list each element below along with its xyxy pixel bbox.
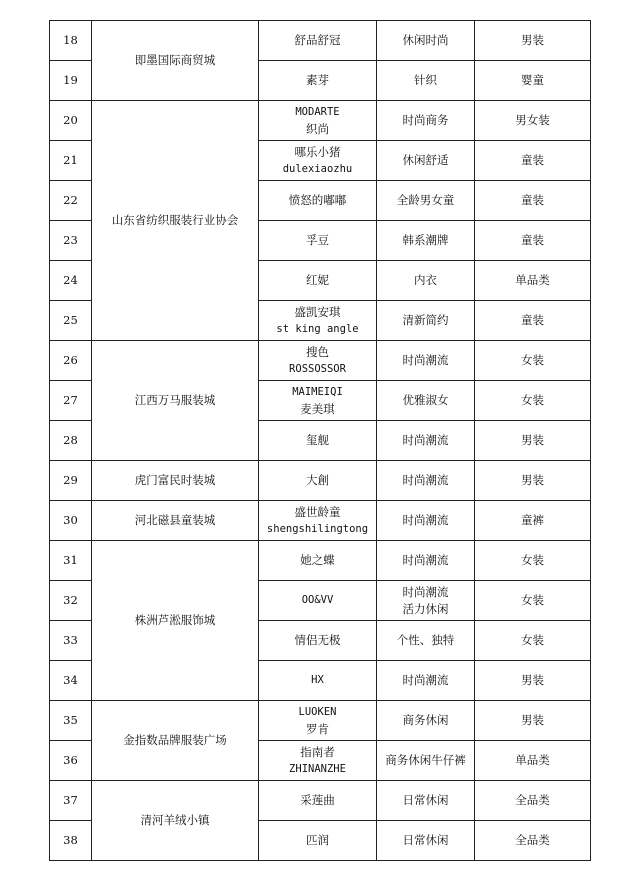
- category-cell: 男装: [475, 701, 591, 741]
- category-cell: 男装: [475, 461, 591, 501]
- brand-name-line: LUOKEN: [298, 705, 337, 718]
- brand-name-line: 她之蝶: [300, 553, 335, 567]
- brand-cell: [259, 821, 377, 861]
- brand-cell: [259, 421, 377, 461]
- style-line: 全龄男女童: [396, 193, 455, 207]
- style-cell: [377, 221, 475, 261]
- table-row: [50, 341, 591, 381]
- style-cell: [377, 741, 475, 781]
- row-number: 26: [50, 341, 92, 381]
- brand-name-line: ZHINANZHE: [289, 762, 346, 775]
- category-cell: 童装: [475, 141, 591, 181]
- table-row: [50, 461, 591, 501]
- style-line: 时尚潮流: [402, 673, 449, 687]
- brand-name-line: 麦美琪: [300, 401, 335, 416]
- category-cell: 童裤: [475, 501, 591, 541]
- row-number: 28: [50, 421, 92, 461]
- brand-name-line: 大創: [306, 473, 329, 487]
- style-cell: [377, 781, 475, 821]
- market-name: 即墨国际商贸城: [92, 21, 259, 101]
- brand-name-line: ROSSOSSOR: [289, 362, 346, 375]
- row-number: 31: [50, 541, 92, 581]
- style-cell: [377, 261, 475, 301]
- brand-cell: [259, 301, 377, 341]
- brand-cell: [259, 61, 377, 101]
- brand-name-line: 哪乐小猪: [294, 144, 341, 159]
- brand-name-line: 愤怒的嘟嘟: [288, 193, 347, 207]
- category-cell: 全品类: [475, 781, 591, 821]
- style-cell: [377, 101, 475, 141]
- category-cell: 全品类: [475, 821, 591, 861]
- style-line: 韩系潮牌: [402, 233, 449, 247]
- style-line: 优雅淑女: [402, 393, 449, 407]
- brand-name-line: 织尚: [306, 121, 329, 136]
- brand-cell: [259, 541, 377, 581]
- category-cell: 男装: [475, 421, 591, 461]
- style-cell: [377, 181, 475, 221]
- category-cell: 童装: [475, 181, 591, 221]
- brand-cell: [259, 461, 377, 501]
- brand-name-line: 采莲曲: [300, 793, 335, 807]
- style-line: 时尚商务: [402, 113, 449, 127]
- style-line: 日常休闲: [402, 833, 449, 847]
- brand-cell: [259, 581, 377, 621]
- brand-name-line: 情侣无极: [294, 633, 341, 647]
- market-name: 河北磁县童装城: [92, 501, 259, 541]
- row-number: 35: [50, 701, 92, 741]
- style-line: 清新简约: [402, 313, 449, 327]
- style-line: 针织: [414, 73, 437, 87]
- row-number: 22: [50, 181, 92, 221]
- style-cell: [377, 541, 475, 581]
- brand-cell: [259, 741, 377, 781]
- style-line: 休闲舒适: [402, 153, 449, 167]
- market-name: 虎门富民时装城: [92, 461, 259, 501]
- style-cell: [377, 661, 475, 701]
- row-number: 33: [50, 621, 92, 661]
- brand-name-line: HX: [311, 674, 324, 686]
- row-number: 20: [50, 101, 92, 141]
- category-cell: 童装: [475, 221, 591, 261]
- style-line: 时尚潮流: [402, 353, 449, 367]
- brand-name-line: MODARTE: [295, 105, 340, 118]
- brand-cell: [259, 21, 377, 61]
- brand-name-line: 罗肯: [306, 721, 329, 736]
- style-cell: [377, 501, 475, 541]
- market-name: 山东省纺织服装行业协会: [92, 101, 259, 341]
- row-number: 19: [50, 61, 92, 101]
- style-cell: [377, 341, 475, 381]
- table-row: [50, 21, 591, 61]
- row-number: 34: [50, 661, 92, 701]
- brand-name-line: st king angle: [276, 322, 359, 335]
- market-name: 清河羊绒小镇: [92, 781, 259, 861]
- brand-cell: [259, 661, 377, 701]
- style-cell: [377, 581, 475, 621]
- style-cell: [377, 461, 475, 501]
- brand-name-line: 匹润: [306, 833, 329, 847]
- brand-name-line: 舒品舒冠: [294, 33, 341, 47]
- brand-name-line: 红妮: [306, 273, 329, 287]
- market-name: 金指数品牌服装广场: [92, 701, 259, 781]
- category-cell: 男装: [475, 661, 591, 701]
- brand-cell: [259, 221, 377, 261]
- brand-name-line: 盛凯安琪: [294, 304, 341, 319]
- category-cell: 女装: [475, 341, 591, 381]
- table-row: [50, 101, 591, 141]
- brand-name-line: 搜色: [306, 344, 329, 359]
- brand-name-line: 孚豆: [306, 233, 329, 247]
- brand-table: [49, 20, 591, 861]
- brand-name-line: 玺舰: [306, 433, 329, 447]
- style-line: 休闲时尚: [402, 33, 449, 47]
- brand-cell: [259, 781, 377, 821]
- row-number: 23: [50, 221, 92, 261]
- row-number: 38: [50, 821, 92, 861]
- brand-cell: [259, 261, 377, 301]
- style-cell: [377, 421, 475, 461]
- row-number: 24: [50, 261, 92, 301]
- market-name: 江西万马服装城: [92, 341, 259, 461]
- category-cell: 女装: [475, 381, 591, 421]
- category-cell: 女装: [475, 621, 591, 661]
- row-number: 21: [50, 141, 92, 181]
- category-cell: 男女装: [475, 101, 591, 141]
- brand-cell: [259, 341, 377, 381]
- row-number: 30: [50, 501, 92, 541]
- style-line: 日常休闲: [402, 793, 449, 807]
- table-row: [50, 541, 591, 581]
- category-cell: 童装: [475, 301, 591, 341]
- style-line: 时尚潮流: [402, 584, 449, 599]
- brand-cell: [259, 141, 377, 181]
- row-number: 27: [50, 381, 92, 421]
- row-number: 32: [50, 581, 92, 621]
- brand-name-line: 指南者: [300, 744, 335, 759]
- style-cell: [377, 141, 475, 181]
- style-cell: [377, 701, 475, 741]
- row-number: 25: [50, 301, 92, 341]
- category-cell: 单品类: [475, 261, 591, 301]
- style-line: 时尚潮流: [402, 473, 449, 487]
- style-line: 活力休闲: [402, 601, 449, 616]
- brand-table-body: [50, 21, 591, 861]
- brand-name-line: 盛世龄童: [294, 504, 341, 519]
- brand-name-line: shengshilingtong: [266, 522, 369, 535]
- style-line: 商务休闲牛仔裤: [385, 753, 466, 767]
- brand-name-line: OO&VV: [301, 594, 334, 606]
- table-row: [50, 501, 591, 541]
- style-line: 时尚潮流: [402, 433, 449, 447]
- table-row: [50, 781, 591, 821]
- category-cell: 单品类: [475, 741, 591, 781]
- category-cell: 男装: [475, 21, 591, 61]
- market-name: 株洲芦淞服饰城: [92, 541, 259, 701]
- brand-cell: [259, 381, 377, 421]
- style-cell: [377, 621, 475, 661]
- row-number: 37: [50, 781, 92, 821]
- brand-name-line: MAIMEIQI: [292, 385, 343, 398]
- style-cell: [377, 821, 475, 861]
- style-cell: [377, 381, 475, 421]
- brand-cell: [259, 701, 377, 741]
- style-line: 时尚潮流: [402, 553, 449, 567]
- style-line: 个性、独特: [396, 633, 455, 647]
- brand-cell: [259, 181, 377, 221]
- style-line: 商务休闲: [402, 713, 449, 727]
- brand-name-line: dulexiaozhu: [282, 162, 353, 175]
- brand-cell: [259, 621, 377, 661]
- style-cell: [377, 61, 475, 101]
- row-number: 36: [50, 741, 92, 781]
- row-number: 29: [50, 461, 92, 501]
- style-cell: [377, 21, 475, 61]
- style-cell: [377, 301, 475, 341]
- style-line: 时尚潮流: [402, 513, 449, 527]
- brand-cell: [259, 501, 377, 541]
- category-cell: 女装: [475, 541, 591, 581]
- category-cell: 婴童: [475, 61, 591, 101]
- style-line: 内衣: [414, 273, 437, 287]
- table-row: [50, 701, 591, 741]
- row-number: 18: [50, 21, 92, 61]
- category-cell: 女装: [475, 581, 591, 621]
- brand-cell: [259, 101, 377, 141]
- brand-name-line: 素芽: [306, 73, 329, 87]
